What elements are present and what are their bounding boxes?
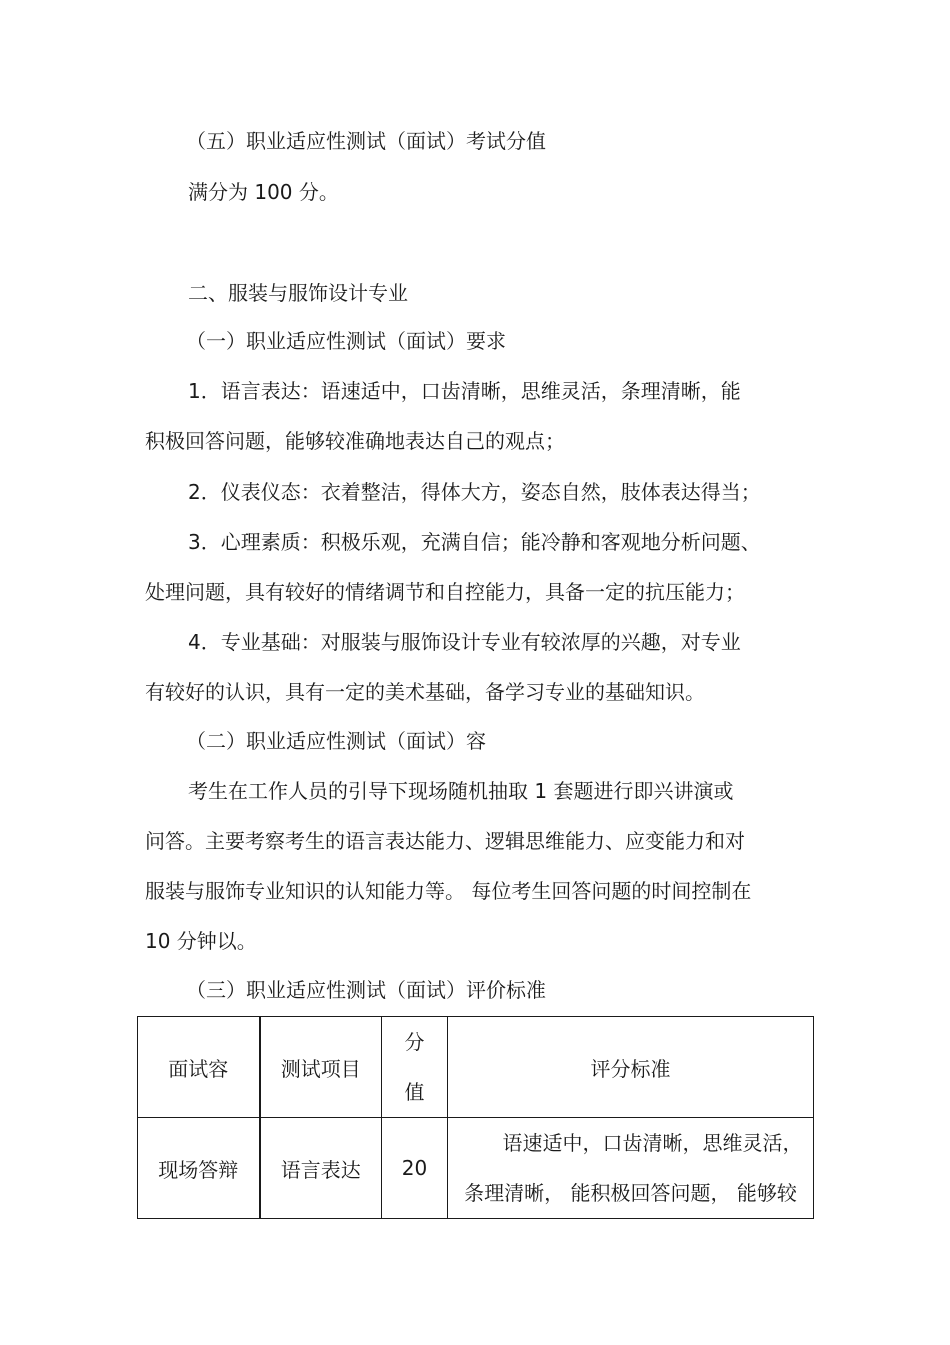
- header-score-bottom: 值: [404, 1080, 425, 1104]
- cell-score: 20: [382, 1118, 448, 1219]
- requirement-item-4-line-1: 4．专业基础：对服装与服饰设计专业有较浓厚的兴趣，对专业: [188, 630, 741, 654]
- table-row: [138, 1118, 814, 1219]
- header-criteria: 评分标准: [448, 1017, 814, 1118]
- section-heading-evaluation: （三）职业适应性测试（面试）评价标准: [186, 978, 546, 1002]
- requirement-item-3-line-1: 3．心理素质：积极乐观，充满自信；能冷静和客观地分析问题、: [188, 530, 761, 554]
- header-item: 测试项目: [260, 1017, 382, 1118]
- requirement-item-4-line-2: 有较好的认识，具有一定的美术基础，备学习专业的基础知识。: [145, 680, 705, 704]
- header-content: 面试容: [138, 1017, 260, 1118]
- section-heading-score: （五）职业适应性测试（面试）考试分值: [186, 129, 546, 153]
- header-score-top: 分: [404, 1030, 425, 1054]
- section-heading-content: （二）职业适应性测试（面试）容: [186, 729, 486, 753]
- requirement-item-1-line-1: 1．语言表达：语速适中，口齿清晰，思维灵活，条理清晰，能: [188, 379, 741, 403]
- cell-criteria: [448, 1118, 814, 1219]
- evaluation-table: [137, 1016, 814, 1219]
- requirement-item-1-line-2: 积极回答问题，能够较准确地表达自己的观点；: [145, 429, 565, 453]
- major-heading: 二、服装与服饰设计专业: [188, 281, 408, 305]
- content-paragraph-line-4: 10 分钟以。: [145, 929, 257, 953]
- criteria-line-2: 条理清晰， 能积极回答问题， 能够较: [464, 1181, 797, 1205]
- paragraph-score: 满分为 100 分。: [188, 180, 339, 204]
- content-paragraph-line-3: 服装与服饰专业知识的认知能力等。 每位考生回答问题的时间控制在: [145, 879, 752, 903]
- content-paragraph-line-1: 考生在工作人员的引导下现场随机抽取 1 套题进行即兴讲演或: [188, 779, 734, 803]
- requirement-item-2: 2．仪表仪态：衣着整洁，得体大方，姿态自然，肢体表达得当；: [188, 480, 761, 504]
- section-heading-requirements: （一）职业适应性测试（面试）要求: [186, 329, 506, 353]
- requirement-item-3-line-2: 处理问题，具有较好的情绪调节和自控能力，具备一定的抗压能力；: [145, 580, 745, 604]
- table-header-row: [138, 1017, 814, 1118]
- content-paragraph-line-2: 问答。主要考察考生的语言表达能力、逻辑思维能力、应变能力和对: [145, 829, 745, 853]
- criteria-line-1: 语速适中，口齿清晰，思维灵活，: [502, 1131, 803, 1155]
- cell-item: 语言表达: [260, 1118, 382, 1219]
- cell-content: 现场答辩: [138, 1118, 260, 1219]
- header-score: [382, 1017, 448, 1118]
